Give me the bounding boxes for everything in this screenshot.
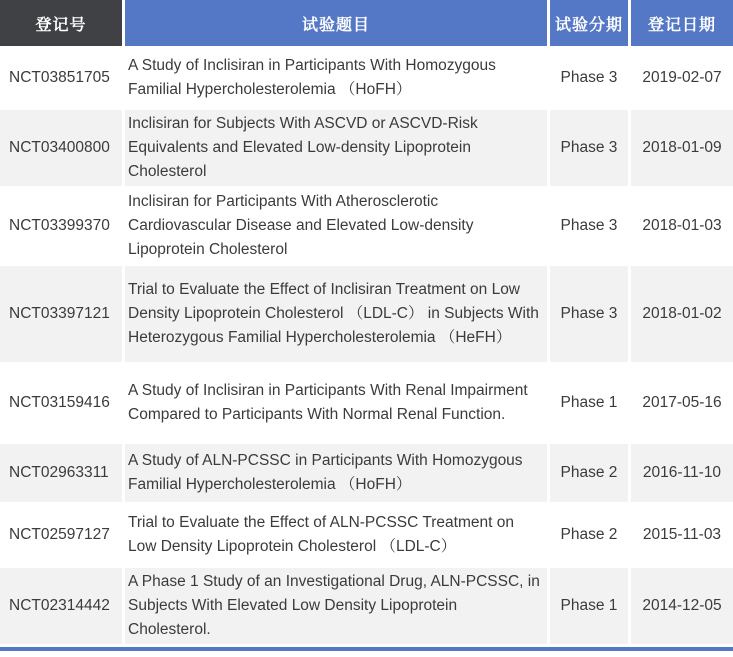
table-row (0, 568, 733, 646)
trial-title-text: Inclisiran for Participants With Atherosclerotic Cardiovascular Disease and Elevated Low-density Lipoprotein Cholesterol (128, 193, 474, 258)
trial-phase-cell: Phase 3 (550, 266, 631, 364)
trial-phase-cell: Phase 1 (550, 568, 631, 646)
registry-date-cell: 2018-01-03 (631, 188, 733, 266)
trial-title-cell (125, 364, 550, 444)
registry-number-cell: NCT02597127 (0, 504, 125, 568)
registry-number-cell: NCT03400800 (0, 110, 125, 188)
trial-phase-cell: Phase 3 (550, 110, 631, 188)
trial-title-cell (125, 266, 550, 364)
column-header-trial-title: 试验题目 (125, 0, 550, 48)
registry-number-cell: NCT02314442 (0, 568, 125, 646)
registry-number-cell: NCT03851705 (0, 48, 125, 110)
trial-title-text: A Study of ALN-PCSSC in Participants With Homozygous Familial Hypercholesterolemia （HoFH） (128, 452, 523, 493)
trial-phase-cell: Phase 3 (550, 48, 631, 110)
trial-title-cell (125, 568, 550, 646)
trial-title-text: A Study of Inclisiran in Participants With Renal Impairment Compared to Participants With Normal Renal Function. (128, 382, 528, 423)
registry-number-cell: NCT03159416 (0, 364, 125, 444)
registry-number-cell: NCT02963311 (0, 444, 125, 504)
registry-number-cell: NCT03397121 (0, 266, 125, 364)
trial-title-cell (125, 504, 550, 568)
registry-number-cell: NCT03399370 (0, 188, 125, 266)
table-row (0, 188, 733, 266)
table-row (0, 504, 733, 568)
table-row (0, 364, 733, 444)
trial-title-text: Inclisiran for Subjects With ASCVD or ASCVD-Risk Equivalents and Elevated Low-density Lipoprotein Cholesterol (128, 115, 478, 180)
table-row (0, 266, 733, 364)
trial-phase-cell: Phase 2 (550, 504, 631, 568)
registry-date-cell: 2017-05-16 (631, 364, 733, 444)
trial-title-cell (125, 188, 550, 266)
trial-title-cell (125, 110, 550, 188)
trial-title-cell (125, 48, 550, 110)
trial-title-cell (125, 444, 550, 504)
trial-phase-cell: Phase 1 (550, 364, 631, 444)
table-row (0, 110, 733, 188)
registry-date-cell: 2019-02-07 (631, 48, 733, 110)
registry-date-cell: 2018-01-02 (631, 266, 733, 364)
registry-date-cell: 2014-12-05 (631, 568, 733, 646)
trial-title-text: A Phase 1 Study of an Investigational Drug, ALN-PCSSC, in Subjects With Elevated Low Density Lipoprotein Cholesterol. (128, 573, 540, 638)
column-header-trial-phase: 试验分期 (550, 0, 631, 48)
trial-title-text: Trial to Evaluate the Effect of ALN-PCSSC Treatment on Low Density Lipoprotein Cholesterol （LDL-C） (128, 514, 514, 555)
registry-date-cell: 2015-11-03 (631, 504, 733, 568)
trial-phase-cell: Phase 3 (550, 188, 631, 266)
trial-title-text: A Study of Inclisiran in Participants With Homozygous Familial Hypercholesterolemia （HoFH） (128, 57, 496, 98)
column-header-registry-date: 登记日期 (631, 0, 733, 48)
table-body (0, 48, 733, 646)
table-header-row (0, 0, 733, 48)
table-row (0, 444, 733, 504)
bottom-accent-bar (0, 647, 733, 651)
trial-title-text: Trial to Evaluate the Effect of Inclisiran Treatment on Low Density Lipoprotein Cholesterol （LDL-C） in Subjects With Heterozygous Familial Hypercholesterolemia （HeFH） (128, 281, 539, 346)
trial-phase-cell: Phase 2 (550, 444, 631, 504)
column-header-registry-number: 登记号 (0, 0, 125, 48)
table-row (0, 48, 733, 110)
registry-date-cell: 2016-11-10 (631, 444, 733, 504)
registry-date-cell: 2018-01-09 (631, 110, 733, 188)
